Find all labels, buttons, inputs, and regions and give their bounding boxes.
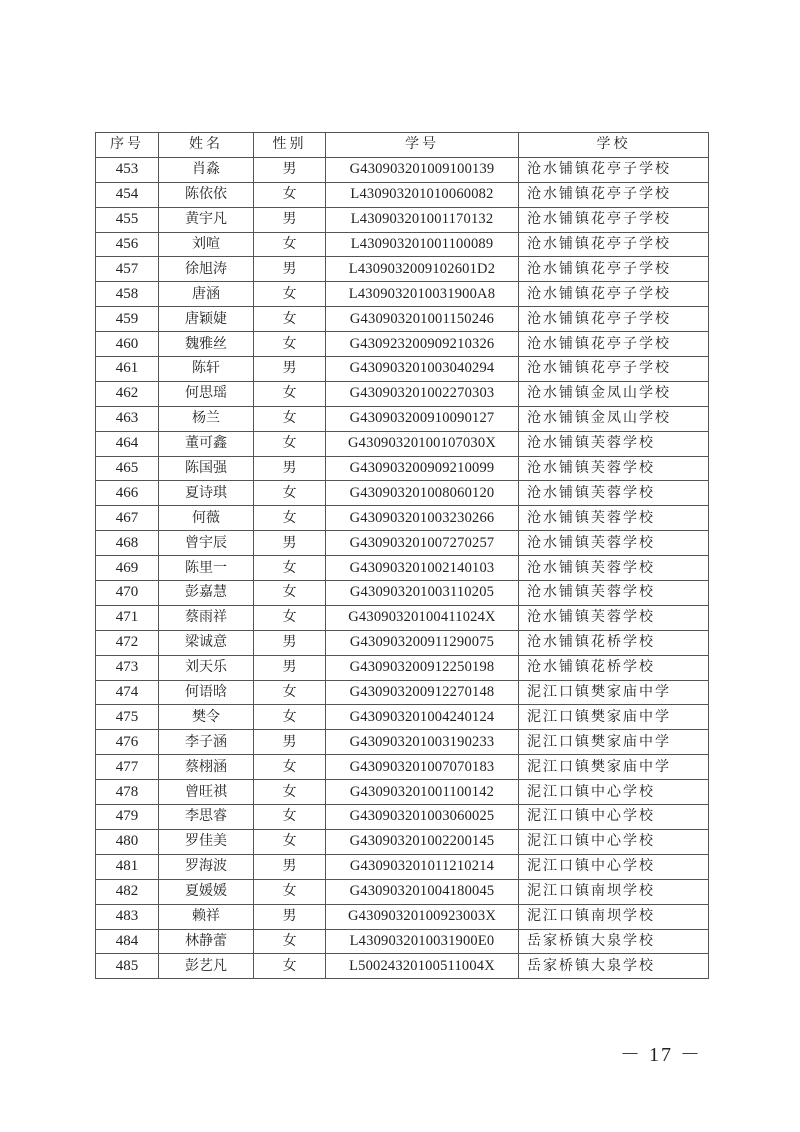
cell-name: 陈依依 <box>159 182 254 207</box>
table-row <box>96 780 709 805</box>
cell-serial-number: 466 <box>96 481 159 506</box>
header-gender: 性别 <box>254 133 326 158</box>
cell-school: 沧水铺镇芙蓉学校 <box>519 556 709 581</box>
cell-serial-number: 453 <box>96 157 159 182</box>
cell-name: 李子涵 <box>159 730 254 755</box>
table-row <box>96 730 709 755</box>
cell-name: 肖淼 <box>159 157 254 182</box>
cell-gender: 女 <box>254 556 326 581</box>
cell-gender: 男 <box>254 357 326 382</box>
table-row <box>96 157 709 182</box>
cell-name: 陈国强 <box>159 456 254 481</box>
cell-gender: 男 <box>254 655 326 680</box>
cell-gender: 男 <box>254 531 326 556</box>
cell-name: 陈轩 <box>159 357 254 382</box>
cell-gender: 女 <box>254 929 326 954</box>
table-row <box>96 232 709 257</box>
cell-student-id: G430903201007070183 <box>326 755 519 780</box>
cell-school: 沧水铺镇花亭子学校 <box>519 307 709 332</box>
cell-gender: 男 <box>254 157 326 182</box>
table-row <box>96 655 709 680</box>
table-row <box>96 431 709 456</box>
cell-gender: 女 <box>254 481 326 506</box>
cell-serial-number: 454 <box>96 182 159 207</box>
cell-name: 李思睿 <box>159 805 254 830</box>
cell-school: 沧水铺镇芙蓉学校 <box>519 456 709 481</box>
cell-school: 沧水铺镇花亭子学校 <box>519 357 709 382</box>
cell-gender: 女 <box>254 406 326 431</box>
cell-school: 泥江口镇樊家庙中学 <box>519 705 709 730</box>
cell-student-id: G430903201002270303 <box>326 381 519 406</box>
cell-student-id: G430923200909210326 <box>326 332 519 357</box>
cell-school: 沧水铺镇花亭子学校 <box>519 182 709 207</box>
cell-student-id: G43090320100411024X <box>326 605 519 630</box>
cell-student-id: G430903201002140103 <box>326 556 519 581</box>
cell-serial-number: 482 <box>96 879 159 904</box>
cell-school: 泥江口镇南坝学校 <box>519 879 709 904</box>
cell-school: 沧水铺镇花桥学校 <box>519 655 709 680</box>
cell-name: 刘喧 <box>159 232 254 257</box>
cell-student-id: G430903200912270148 <box>326 680 519 705</box>
table-row <box>96 332 709 357</box>
cell-serial-number: 468 <box>96 531 159 556</box>
cell-name: 唐颖婕 <box>159 307 254 332</box>
cell-school: 沧水铺镇花亭子学校 <box>519 282 709 307</box>
table-body <box>96 157 709 978</box>
cell-serial-number: 473 <box>96 655 159 680</box>
table-row <box>96 531 709 556</box>
cell-school: 沧水铺镇花桥学校 <box>519 630 709 655</box>
cell-student-id: G430903201011210214 <box>326 854 519 879</box>
cell-school: 沧水铺镇花亭子学校 <box>519 207 709 232</box>
cell-name: 陈里一 <box>159 556 254 581</box>
table-row <box>96 630 709 655</box>
cell-serial-number: 479 <box>96 805 159 830</box>
cell-student-id: G430903201001150246 <box>326 307 519 332</box>
table-row <box>96 406 709 431</box>
table-row <box>96 829 709 854</box>
table-row <box>96 705 709 730</box>
cell-serial-number: 484 <box>96 929 159 954</box>
cell-student-id: G43090320100107030X <box>326 431 519 456</box>
cell-school: 沧水铺镇花亭子学校 <box>519 257 709 282</box>
cell-name: 魏雅丝 <box>159 332 254 357</box>
table-row <box>96 357 709 382</box>
cell-serial-number: 480 <box>96 829 159 854</box>
cell-student-id: G430903201003190233 <box>326 730 519 755</box>
cell-student-id: G430903201004240124 <box>326 705 519 730</box>
cell-name: 黄宇凡 <box>159 207 254 232</box>
cell-name: 曾旺祺 <box>159 780 254 805</box>
table-header-row <box>96 133 709 158</box>
cell-name: 曾宇辰 <box>159 531 254 556</box>
cell-serial-number: 481 <box>96 854 159 879</box>
cell-school: 泥江口镇樊家庙中学 <box>519 755 709 780</box>
cell-school: 沧水铺镇花亭子学校 <box>519 232 709 257</box>
cell-student-id: G430903200910090127 <box>326 406 519 431</box>
cell-gender: 男 <box>254 456 326 481</box>
table-row <box>96 805 709 830</box>
cell-serial-number: 467 <box>96 506 159 531</box>
cell-gender: 女 <box>254 954 326 979</box>
cell-serial-number: 455 <box>96 207 159 232</box>
cell-name: 赖祥 <box>159 904 254 929</box>
cell-student-id: G430903201003230266 <box>326 506 519 531</box>
table-row <box>96 879 709 904</box>
cell-gender: 男 <box>254 730 326 755</box>
cell-name: 林静蕾 <box>159 929 254 954</box>
cell-serial-number: 477 <box>96 755 159 780</box>
page-number: － 17 － <box>620 1044 702 1066</box>
cell-name: 何思瑶 <box>159 381 254 406</box>
cell-name: 蔡雨祥 <box>159 605 254 630</box>
cell-school: 泥江口镇樊家庙中学 <box>519 680 709 705</box>
cell-serial-number: 460 <box>96 332 159 357</box>
cell-name: 梁诚意 <box>159 630 254 655</box>
cell-serial-number: 470 <box>96 581 159 606</box>
table-row <box>96 929 709 954</box>
cell-gender: 女 <box>254 332 326 357</box>
cell-student-id: G430903201003040294 <box>326 357 519 382</box>
cell-student-id: G430903201004180045 <box>326 879 519 904</box>
cell-gender: 女 <box>254 282 326 307</box>
cell-serial-number: 461 <box>96 357 159 382</box>
cell-school: 泥江口镇中心学校 <box>519 805 709 830</box>
cell-student-id: G430903201003060025 <box>326 805 519 830</box>
cell-student-id: L430903201001100089 <box>326 232 519 257</box>
cell-serial-number: 465 <box>96 456 159 481</box>
cell-gender: 女 <box>254 307 326 332</box>
cell-name: 何语晗 <box>159 680 254 705</box>
cell-serial-number: 485 <box>96 954 159 979</box>
cell-serial-number: 463 <box>96 406 159 431</box>
cell-gender: 女 <box>254 705 326 730</box>
cell-name: 刘天乐 <box>159 655 254 680</box>
cell-serial-number: 464 <box>96 431 159 456</box>
table-row <box>96 904 709 929</box>
cell-school: 沧水铺镇芙蓉学校 <box>519 531 709 556</box>
cell-student-id: L430903201010060082 <box>326 182 519 207</box>
cell-gender: 男 <box>254 854 326 879</box>
table-row <box>96 456 709 481</box>
cell-name: 唐涵 <box>159 282 254 307</box>
cell-serial-number: 478 <box>96 780 159 805</box>
cell-name: 罗佳美 <box>159 829 254 854</box>
cell-serial-number: 483 <box>96 904 159 929</box>
cell-serial-number: 472 <box>96 630 159 655</box>
table-row <box>96 680 709 705</box>
cell-student-id: G430903201003110205 <box>326 581 519 606</box>
cell-gender: 女 <box>254 805 326 830</box>
cell-school: 沧水铺镇金凤山学校 <box>519 381 709 406</box>
cell-name: 董可鑫 <box>159 431 254 456</box>
table-row <box>96 605 709 630</box>
cell-student-id: G430903201008060120 <box>326 481 519 506</box>
cell-serial-number: 471 <box>96 605 159 630</box>
cell-student-id: L4309032009102601D2 <box>326 257 519 282</box>
cell-school: 沧水铺镇芙蓉学校 <box>519 481 709 506</box>
table-row <box>96 854 709 879</box>
cell-serial-number: 457 <box>96 257 159 282</box>
cell-gender: 女 <box>254 605 326 630</box>
cell-gender: 女 <box>254 780 326 805</box>
table-row <box>96 381 709 406</box>
table-row <box>96 556 709 581</box>
cell-school: 沧水铺镇花亭子学校 <box>519 332 709 357</box>
cell-student-id: G430903200911290075 <box>326 630 519 655</box>
cell-student-id: G430903201001100142 <box>326 780 519 805</box>
table-row <box>96 282 709 307</box>
cell-gender: 女 <box>254 755 326 780</box>
cell-serial-number: 456 <box>96 232 159 257</box>
cell-name: 樊令 <box>159 705 254 730</box>
cell-gender: 女 <box>254 879 326 904</box>
cell-student-id: G430903201009100139 <box>326 157 519 182</box>
cell-name: 夏诗琪 <box>159 481 254 506</box>
cell-gender: 女 <box>254 232 326 257</box>
cell-student-id: L430903201001170132 <box>326 207 519 232</box>
cell-name: 彭嘉慧 <box>159 581 254 606</box>
cell-serial-number: 469 <box>96 556 159 581</box>
cell-student-id: L50024320100511004X <box>326 954 519 979</box>
cell-serial-number: 475 <box>96 705 159 730</box>
header-school: 学校 <box>519 133 709 158</box>
cell-school: 岳家桥镇大泉学校 <box>519 929 709 954</box>
cell-name: 蔡栩涵 <box>159 755 254 780</box>
cell-gender: 男 <box>254 207 326 232</box>
cell-student-id: G430903201007270257 <box>326 531 519 556</box>
cell-school: 沧水铺镇芙蓉学校 <box>519 605 709 630</box>
table-row <box>96 207 709 232</box>
cell-school: 沧水铺镇花亭子学校 <box>519 157 709 182</box>
cell-school: 泥江口镇中心学校 <box>519 829 709 854</box>
cell-gender: 女 <box>254 581 326 606</box>
table-row <box>96 481 709 506</box>
table-row <box>96 581 709 606</box>
cell-school: 沧水铺镇芙蓉学校 <box>519 581 709 606</box>
cell-school: 泥江口镇中心学校 <box>519 854 709 879</box>
header-student-id: 学号 <box>326 133 519 158</box>
header-serial-number: 序号 <box>96 133 159 158</box>
cell-student-id: G430903200909210099 <box>326 456 519 481</box>
table-row <box>96 257 709 282</box>
cell-serial-number: 476 <box>96 730 159 755</box>
cell-gender: 女 <box>254 829 326 854</box>
cell-gender: 女 <box>254 506 326 531</box>
cell-serial-number: 458 <box>96 282 159 307</box>
cell-student-id: L4309032010031900E0 <box>326 929 519 954</box>
table-row <box>96 182 709 207</box>
table-row <box>96 506 709 531</box>
cell-school: 泥江口镇中心学校 <box>519 780 709 805</box>
cell-gender: 男 <box>254 904 326 929</box>
cell-name: 罗海波 <box>159 854 254 879</box>
cell-name: 彭艺凡 <box>159 954 254 979</box>
table-row <box>96 307 709 332</box>
cell-gender: 男 <box>254 630 326 655</box>
cell-school: 泥江口镇南坝学校 <box>519 904 709 929</box>
cell-student-id: L4309032010031900A8 <box>326 282 519 307</box>
cell-serial-number: 462 <box>96 381 159 406</box>
cell-name: 杨兰 <box>159 406 254 431</box>
cell-name: 徐旭涛 <box>159 257 254 282</box>
cell-school: 岳家桥镇大泉学校 <box>519 954 709 979</box>
cell-school: 沧水铺镇芙蓉学校 <box>519 431 709 456</box>
cell-gender: 女 <box>254 431 326 456</box>
table-row <box>96 755 709 780</box>
cell-gender: 男 <box>254 257 326 282</box>
table-row <box>96 954 709 979</box>
cell-gender: 女 <box>254 381 326 406</box>
cell-student-id: G430903200912250198 <box>326 655 519 680</box>
cell-gender: 女 <box>254 182 326 207</box>
cell-school: 沧水铺镇金凤山学校 <box>519 406 709 431</box>
cell-name: 夏媛媛 <box>159 879 254 904</box>
cell-gender: 女 <box>254 680 326 705</box>
student-list-table <box>95 132 709 979</box>
cell-student-id: G430903201002200145 <box>326 829 519 854</box>
cell-school: 泥江口镇樊家庙中学 <box>519 730 709 755</box>
cell-name: 何薇 <box>159 506 254 531</box>
cell-school: 沧水铺镇芙蓉学校 <box>519 506 709 531</box>
cell-serial-number: 459 <box>96 307 159 332</box>
header-name: 姓名 <box>159 133 254 158</box>
cell-student-id: G43090320100923003X <box>326 904 519 929</box>
cell-serial-number: 474 <box>96 680 159 705</box>
